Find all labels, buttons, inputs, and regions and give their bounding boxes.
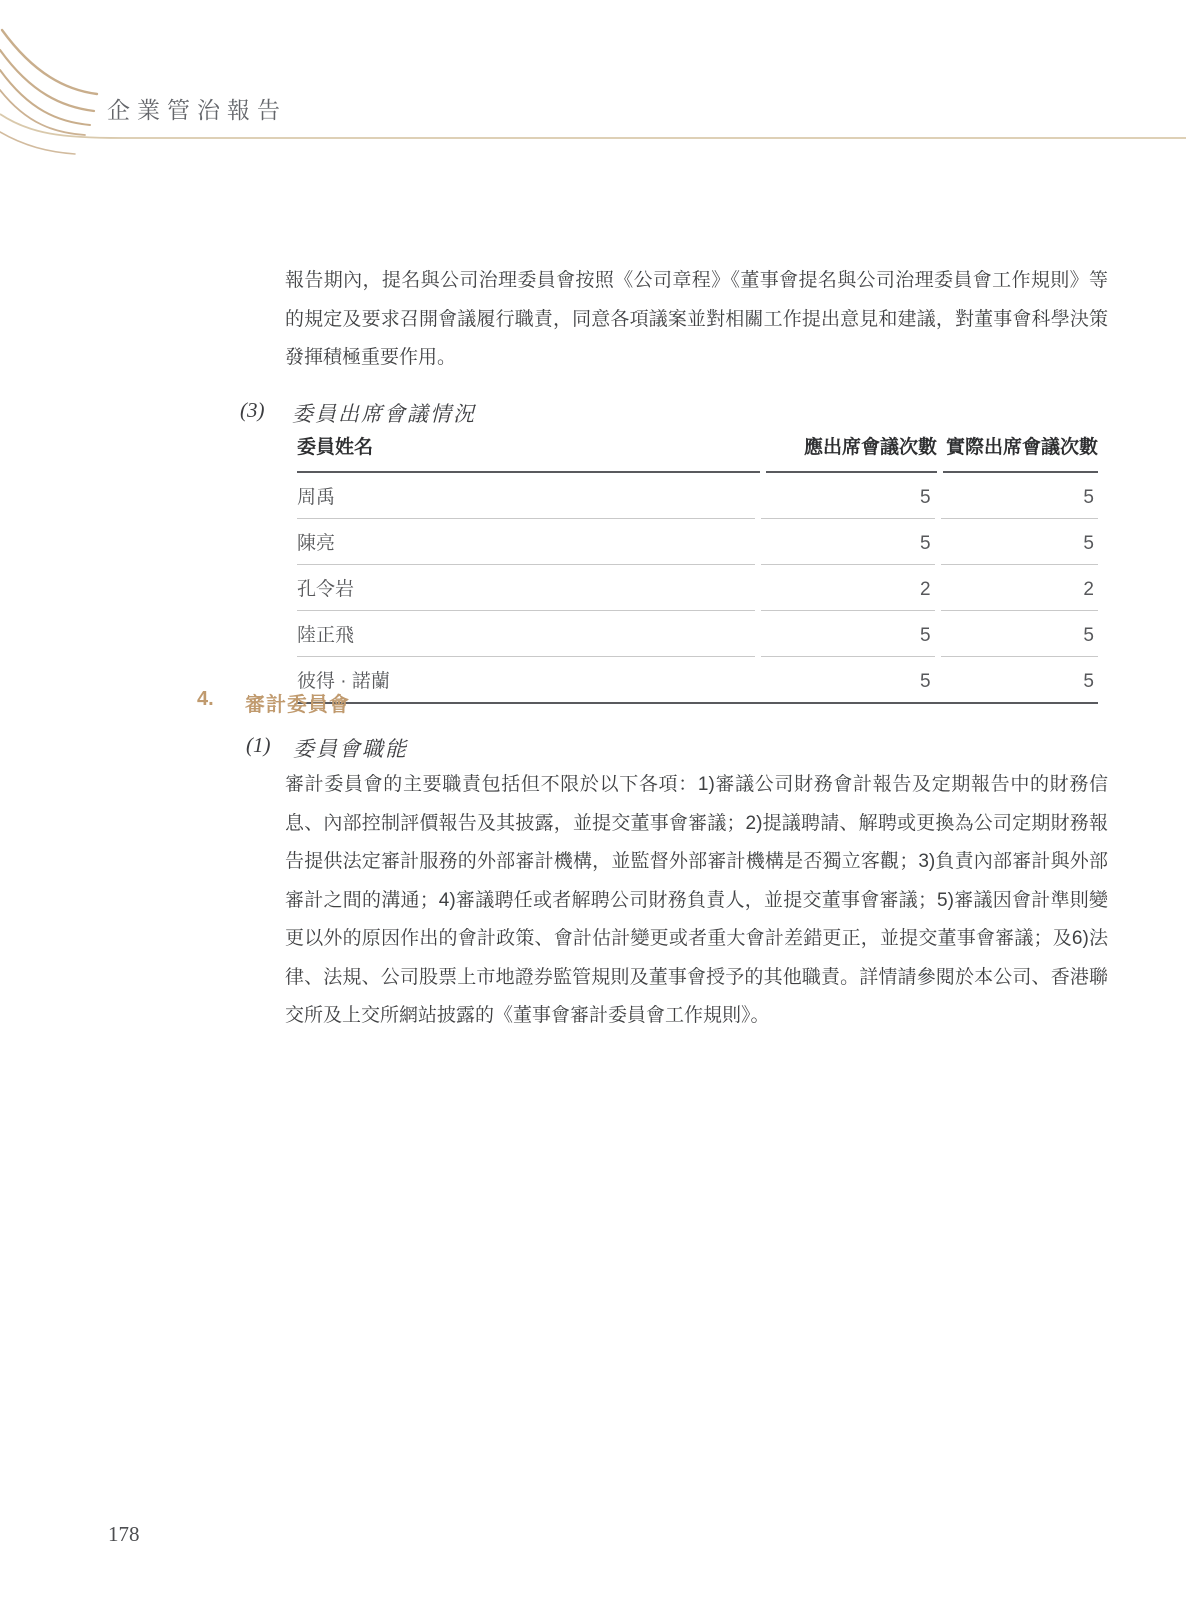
intro-paragraph: 報告期內，提名與公司治理委員會按照《公司章程》《董事會提名與公司治理委員會工作規則》等的規定及要求召開會議履行職責，同意各項議案並對相關工作提出意見和建議，對董事會科學決策發揮積極重要作用。 — [285, 270, 1108, 368]
table-row — [297, 611, 1098, 657]
required-count: 2 — [761, 570, 934, 611]
member-name: 陸正飛 — [297, 611, 755, 657]
actual-count: 2 — [941, 570, 1098, 611]
table-row — [297, 473, 1098, 519]
member-name: 周禹 — [297, 473, 755, 519]
col-header-actual: 實際出席會議次數 — [943, 432, 1098, 473]
required-count: 5 — [761, 616, 934, 657]
section3-number: (3) — [240, 398, 265, 422]
required-count: 5 — [761, 478, 934, 519]
swoosh-decoration-icon — [0, 26, 1190, 156]
actual-count: 5 — [941, 616, 1098, 657]
attendance-table — [297, 432, 1098, 704]
table-body — [297, 473, 1098, 702]
required-count: 5 — [920, 671, 931, 692]
section3-title: 委員出席會議情況 — [292, 402, 476, 426]
table-row — [297, 565, 1098, 611]
page-number: 178 — [108, 1522, 140, 1546]
section4-title: 審計委員會 — [245, 694, 350, 716]
actual-count: 5 — [941, 524, 1098, 565]
member-name: 彼得 · 諾蘭 — [297, 671, 390, 692]
audit-committee-paragraph: 審計委員會的主要職責包括但不限於以下各項：1)審議公司財務會計報告及定期報告中的財務信息、內部控制評價報告及其披露，並提交董事會審議；2)提議聘請、解聘或更換為公司定期財務報告提供法定審計服務的外部審計機構，並監督外部審計機構是否獨立客觀；3)負責內部審計與外部審計之間的溝通；4)審議聘任或者解聘公司財務負責人，並提交董事會審議；5)審議因會計準則變更以外的原因作出的會計政策、會計估計變更或者重大會計差錯更正，並提交董事會審議；及6)法律、法規、公司股票上市地證券監管規則及董事會授予的其他職責。詳情請參閱於本公司、香港聯交所及上交所網站披露的《董事會審計委員會工作規則》。 — [285, 774, 1108, 1026]
table-header-row — [297, 432, 1098, 473]
section3-heading — [240, 398, 840, 428]
col-header-name: 委員姓名 — [297, 432, 760, 473]
table-row — [297, 519, 1098, 565]
section4-sub-title: 委員會職能 — [293, 737, 408, 761]
actual-count: 5 — [941, 478, 1098, 519]
actual-count: 5 — [1083, 671, 1094, 692]
section4-sub-number: (1) — [246, 733, 271, 757]
col-header-required: 應出席會議次數 — [766, 432, 937, 473]
section4-number: 4. — [197, 688, 214, 710]
required-count: 5 — [761, 524, 934, 565]
section4-heading — [197, 688, 897, 718]
member-name: 孔令岩 — [297, 565, 755, 611]
page-header-title: 企業管治報告 — [107, 98, 287, 123]
member-name: 陳亮 — [297, 519, 755, 565]
section4-sub-heading — [246, 733, 846, 763]
